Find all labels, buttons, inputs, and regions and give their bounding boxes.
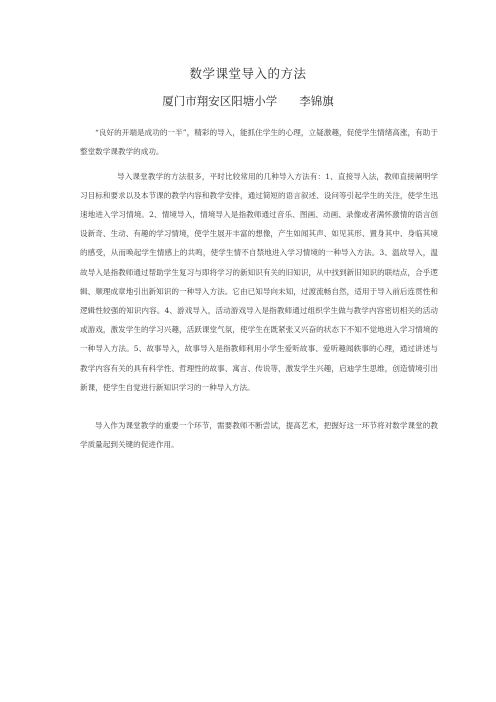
byline — [0, 93, 496, 109]
paragraph-intro: “良好的开端是成功的一半”，精彩的导入，能抓住学生的心理，立疑激趣，促使学生情绪高涨，有助于整堂数学课教学的成功。 — [80, 127, 438, 156]
author-name: 李锦旗 — [299, 94, 334, 108]
paragraph-methods: 导入课堂教学的方法很多，平时比较常用的几种导入方法有：1、直接导入法，教师直接阐明学习目标和要求以及本节课的教学内容和教学安排，通过简短的语言叙述、设问等引起学生的关注，使学生迅速地进入学习情境。2、情境导入，情境导入是指教师通过音乐、图画、动画、录像或者满怀激情的语言创设新奇、生动、有趣的学习情境，使学生展开丰富的想像，产生如闻其声、如见其形、置身其中、身临其境的感受，从而唤起学生情感上的共鸣，使学生情不自禁地进入学习情境的一种导入方法。3、温故导入，温故导入是指教师通过帮助学生复习与即将学习的新知识有关的旧知识，从中找到新旧知识的联结点，合乎逻辑、顺理成章地引出新知识的一种导入方法。它由已知导向未知，过渡流畅自然，适用于导入前后连贯性和逻辑性较强的知识内容。4、游戏导入，活动游戏导入是指教师通过组织学生做与教学内容密切相关的活动或游戏，激发学生的学习兴趣，活跃课堂气氛，使学生在既紧张又兴奋的状态下不知不觉地进入学习情境的一种导入方法。5、故事导入，故事导入是指教师利用小学生爱听故事、爱听趣闻轶事的心理，通过讲述与教学内容有关的具有科学性、哲理性的故事、寓言、传说等，激发学生兴趣，启迪学生思维，创造情境引出新课，使学生自觉进行新知识学习的一种导入方法。 — [80, 171, 438, 392]
school-name: 厦门市翔安区阳塘小学 — [162, 94, 278, 108]
paragraph-conclusion: 导入作为课堂教学的重要一个环节，需要教师不断尝试，提高艺术，把握好这一环节将对数学课堂的教学质量起到关键的促进作用。 — [80, 420, 438, 449]
document-title: 数学课堂导入的方法 — [189, 66, 307, 81]
